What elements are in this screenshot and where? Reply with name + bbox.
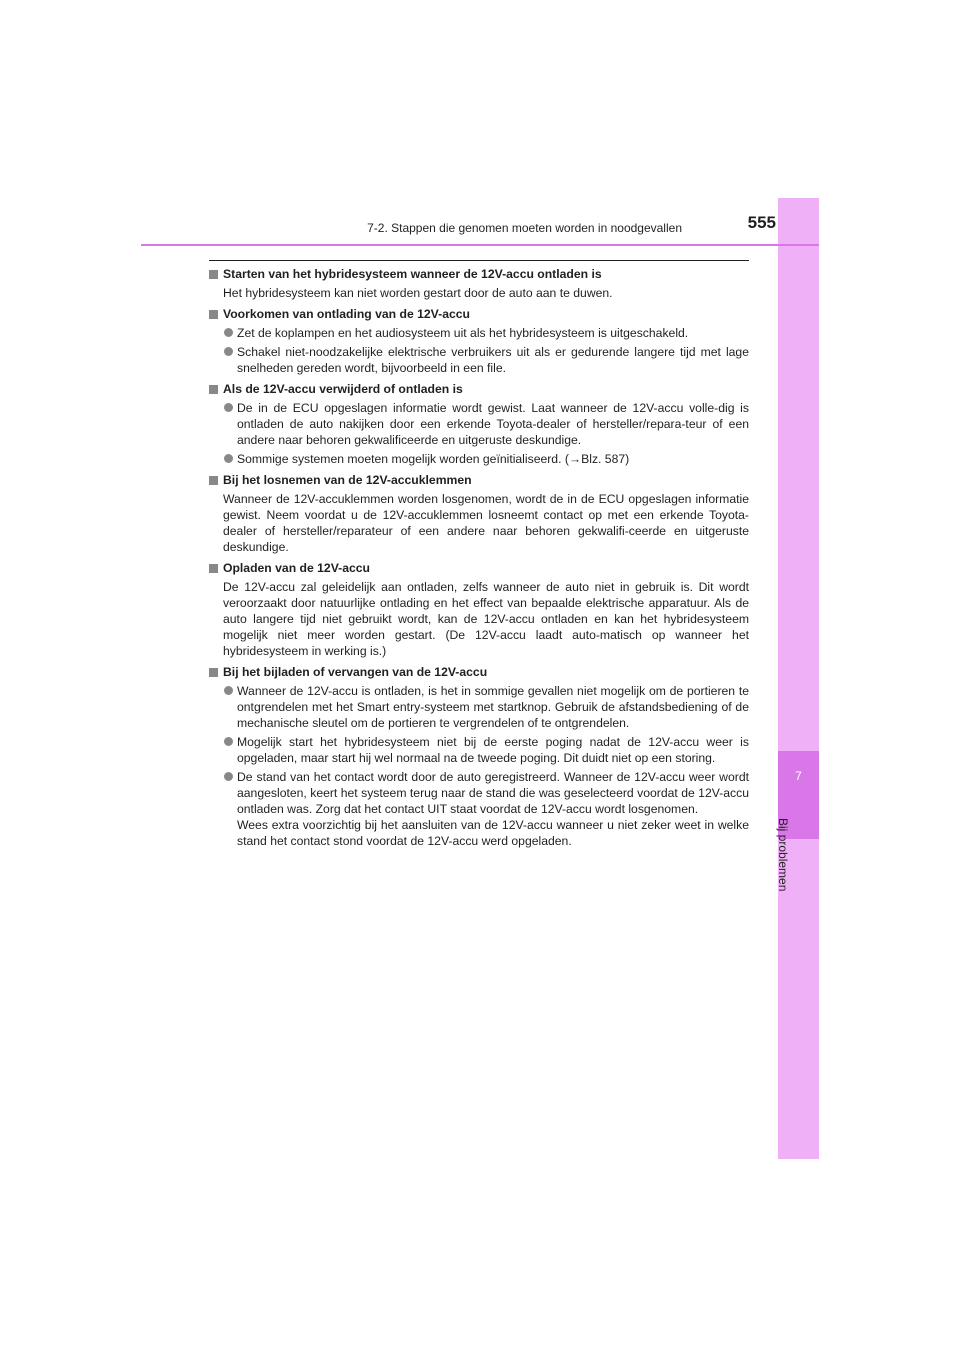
square-bullet-icon — [209, 385, 218, 394]
bullet-item: De stand van het contact wordt door de auto geregistreerd. Wanneer de 12V-accu weer wordt aangesloten, keert het systeem terug naar de stand die was geselecteerd voordat de 12V-accu ontladen was. Zorg dat het contact UIT staat voordat de 12V-accu wordt losgenomen. Wees extra voorzichtig bij het aansluiten van de 12V-accu wanneer u niet zeker weet in welke stand het contact stond voordat de 12V-accu werd opgeladen. — [209, 769, 749, 849]
section-heading: Voorkomen van ontlading van de 12V-accu — [209, 306, 749, 322]
bullet-item: De in de ECU opgeslagen informatie wordt gewist. Laat wanneer de 12V-accu volle-dig is ontladen de auto nakijken door een erkende Toyota-dealer of hersteller/repara-teur of een andere naar behoren gekwalificeerde en uitgeruste deskundige. — [209, 400, 749, 448]
page-content — [209, 266, 749, 854]
circle-bullet-icon — [224, 737, 233, 746]
square-bullet-icon — [209, 564, 218, 573]
section-starting-with-discharged-battery — [209, 266, 749, 301]
section-prevent-discharge — [209, 306, 749, 376]
section-heading: Opladen van de 12V-accu — [209, 560, 749, 576]
section-heading: Bij het losnemen van de 12V-accuklemmen — [209, 472, 749, 488]
bullet-item: Zet de koplampen en het audiosysteem uit als het hybridesysteem is uitgeschakeld. — [209, 325, 749, 341]
section-text: De 12V-accu zal geleidelijk aan ontladen, zelfs wanneer de auto niet in gebruik is. Dit wordt veroorzaakt door natuurlijke ontlading en het effect van bepaalde elektrische apparatuur. Als de auto langere tijd niet gebruikt wordt, kan de 12V-accu ontladen en kan het hybridesysteem mogelijk niet meer worden gestart. (De 12V-accu laadt auto-matisch op wanneer het hybridesysteem in werking is.) — [223, 580, 749, 658]
square-bullet-icon — [209, 270, 218, 279]
section-battery-removed — [209, 381, 749, 467]
circle-bullet-icon — [224, 454, 233, 463]
section-heading: Starten van het hybridesysteem wanneer de 12V-accu ontladen is — [209, 266, 749, 282]
square-bullet-icon — [209, 668, 218, 677]
circle-bullet-icon — [224, 686, 233, 695]
chapter-label: Bij problemen — [776, 818, 790, 892]
circle-bullet-icon — [224, 328, 233, 337]
bullet-item: Sommige systemen moeten mogelijk worden geïnitialiseerd. (→Blz. 587) — [209, 451, 749, 467]
section-disconnecting-terminals — [209, 472, 749, 555]
section-recharging-replacing — [209, 664, 749, 849]
chapter-number: 7 — [795, 769, 802, 783]
header-title: 7-2. Stappen die genomen moeten worden in noodgevallen — [367, 221, 682, 235]
square-bullet-icon — [209, 476, 218, 485]
section-text: Wanneer de 12V-accuklemmen worden losgenomen, wordt de in de ECU opgeslagen informatie gewist. Neem voordat u de 12V-accuklemmen losneemt contact op met een erkende Toyota-dealer of hersteller/reparateur of een andere naar behoren gekwalifi-ceerde en uitgeruste deskundige. — [223, 492, 749, 554]
bullet-item: Wanneer de 12V-accu is ontladen, is het in sommige gevallen niet mogelijk om de portieren te ontgrendelen met het Smart entry-systeem met startknop. Gebruik de afstandsbediening of de mechanische sleutel om de portieren te vergrendelen of te ontgrendelen. — [209, 683, 749, 731]
section-heading: Als de 12V-accu verwijderd of ontladen is — [209, 381, 749, 397]
section-charging-battery — [209, 560, 749, 659]
content-divider — [209, 260, 749, 261]
square-bullet-icon — [209, 310, 218, 319]
circle-bullet-icon — [224, 403, 233, 412]
bullet-item: Schakel niet-noodzakelijke elektrische verbruikers uit als er gedurende langere tijd met lage snelheden gereden wordt, bijvoorbeeld in een file. — [209, 344, 749, 376]
section-text: Het hybridesysteem kan niet worden gestart door de auto aan te duwen. — [223, 286, 613, 300]
section-heading: Bij het bijladen of vervangen van de 12V-accu — [209, 664, 749, 680]
bullet-item: Mogelijk start het hybridesysteem niet bij de eerste poging nadat de 12V-accu weer is opgeladen, maar start hij wel normaal na de tweede poging. Dit duidt niet op een storing. — [209, 734, 749, 766]
header-rule — [141, 244, 819, 246]
page-number: 555 — [747, 213, 776, 232]
chapter-side-tab — [778, 198, 819, 1159]
circle-bullet-icon — [224, 772, 233, 781]
circle-bullet-icon — [224, 347, 233, 356]
